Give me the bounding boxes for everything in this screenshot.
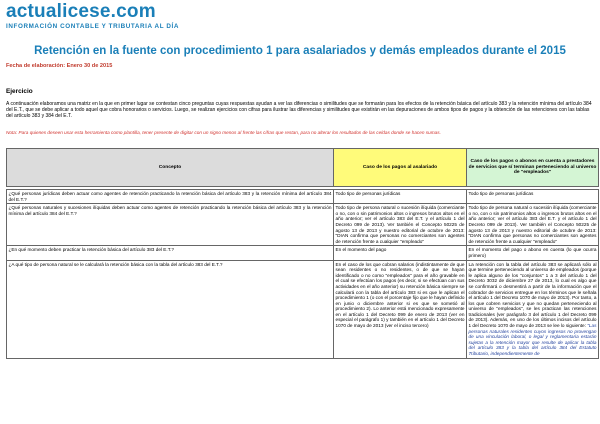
table-row	[7, 246, 599, 260]
row-asalariado: En el momento del pago	[334, 246, 467, 260]
row-concept: ¿A qué tipo de persona natural se le calculará la retención básica con la tabla del artículo 383 del E.T.?	[7, 260, 334, 358]
servicios-quote: "Las personas naturales residentes cuyos ingresos no provengan de una vinculación laboral, o legal y reglamentaria estarán sujetas a la retención mayor que resulte de aplicar la tabla del artículo 383 y la tabla del artículo 384 del Estatuto Tributario, independientemente de	[468, 323, 597, 357]
row-concept: ¿En qué momento deben practicar la retención básica del artículo 383 del E.T.?	[7, 246, 334, 260]
intro-paragraph: A continuación elaboramos una matriz en la que en primer lugar se contestan cinco preguntas cuyas respuestas ayudan a ver las diferencias o similitudes que se formarán para los efectos de la retención básica del artículo 383 y la retención mínima del artículo 384 del E.T., que se debe aplicar a todo aquel que cobra honorarios o servicios. Luego, se realizan ejercicios con cifras para ilustrar las diferencias y similitudes que existirán en las depuraciones de ambos tipos de pagos y la obtención de las retenciones con las tablas del artículo 383 y 384 del E.T.	[6, 101, 592, 120]
template-note: Nota: Para quienes deseen usar esta herramienta como plantilla, tener presente de digitar con un signo menos al frente las cifras que restan, para no alterar los resultados de las celdas donde se hacen sumas.	[6, 130, 441, 135]
comparison-table	[6, 148, 599, 359]
row-servicios: Todo tipo de personas jurídicas	[467, 190, 599, 204]
row-asalariado: En el caso de los que cobran salarios (indistintamente de que sean residentes o no residentes, o de que se hayan identificado o no como "empleados" para el año gravable en el cual se efectúan los pagos (es decir, si se efectúan con sus actividades en el año anterior) su retención básica siempre se calculará con la tabla del artículo 383 si es que le aplican el procedimiento 1 (o con el porcentaje fijo que le hayan definido en junio o diciembre anterior si es que se sometió al procedimiento 2). Lo anterior está mencionado expresamente en el artículo 1 del Decreto 099 de enero de 2013 (ver en especial el parágrafo 1) y también en el artículo 1 del Decreto 1070 de mayo de 2013 (ver el inciso tercero)	[334, 260, 467, 358]
header-concept: Concepto	[7, 149, 334, 187]
row-servicios: Todo tipo de persona natural o sucesión ilíquida (comerciante o no, con o sin patrimonios altos o ingresos brutos altos en el año anterior; ver el artículo 383 del E.T. y el artículo 1 del Decreto 099 de 2013). Ver también el Concepto 50225 de agosto 13 de 2013 y nuestro editorial de octubre de 2013: "DIAN confirma que personas no comerciantes son agentes de retención frente a cualquier "empleado"	[467, 204, 599, 246]
table-row	[7, 260, 599, 358]
row-servicios	[467, 260, 599, 358]
section-heading: Ejercicio	[6, 88, 33, 95]
servicios-text: La retención con la tabla del artículo 383 se aplicará sólo al que termine perteneciendo al universo de empleados (porque le aplica alguno de los "conjuntos" 1 a 3 del artículo 1 del Decreto 3032 de diciembre 27 de 2013, lo cual es algo que se confirmará o desmentirá a partir de la información que el cobrador de servicios entregue en los términos que le señala el artículo 1 del Decreto 1070 de mayo de 2013). Por tanto, a los que cobren servicios y que no quedan perteneciendo al universo de "empleados", se les practican las retenciones tradicionales (ver parágrafo 3 del artículo 1 del Decreto 099 de 2013). Además, en uno de los últimos incisos del artículo 1 del Decreto 1070 de mayo de 2013 se lee lo siguiente:	[468, 261, 597, 329]
row-concept: ¿Qué personas naturales y sucesiones ilíquidas deben actuar como agentes de retención practicando la retención básica del artículo 383 y la retención mínima del artículo 384 del E.T.?	[7, 204, 334, 246]
header-servicios: Caso de los pagos o abonos en cuenta a prestadores de servicios que sí terminan perteneciendo al universo de "empleados"	[467, 149, 599, 187]
header-asalariado: Caso de los pagos al asalariado	[334, 149, 467, 187]
row-asalariado: Todo tipo de persona natural o sucesión ilíquida (comerciante o no, con o sin patrimonios altos o ingresos brutos altos en el año anterior; ver el artículo 383 del E.T. y el artículo 1 del Decreto 099 de 2013). Ver también el Concepto 50225 de agosto 13 de 2013 y nuestro editorial de octubre de 2013: "DIAN confirma que personas no comerciantes son agentes de retención frente a cualquier "empleado"	[334, 204, 467, 246]
brand-logo[interactable]	[6, 2, 179, 30]
row-asalariado: Todo tipo de personas jurídicas	[334, 190, 467, 204]
page-title: Retención en la fuente con procedimiento 1 para asalariados y demás empleados durante el 2015	[34, 45, 566, 57]
table-row	[7, 190, 599, 204]
brand-name: actualicese.com	[6, 1, 156, 22]
row-servicios: En el momento del pago o abono en cuenta (lo que ocurra primero)	[467, 246, 599, 260]
table-row	[7, 204, 599, 246]
brand-tagline: INFORMACIÓN CONTABLE Y TRIBUTARIA AL DÍA	[6, 23, 180, 30]
elaboration-date: Fecha de elaboración: Enero 30 de 2015	[6, 63, 113, 69]
table-header-row	[7, 149, 599, 187]
row-concept: ¿Qué personas jurídicas deben actuar como agentes de retención practicando la retención básica del artículo 383 y la retención mínima del artículo 384 del E.T.?	[7, 190, 334, 204]
